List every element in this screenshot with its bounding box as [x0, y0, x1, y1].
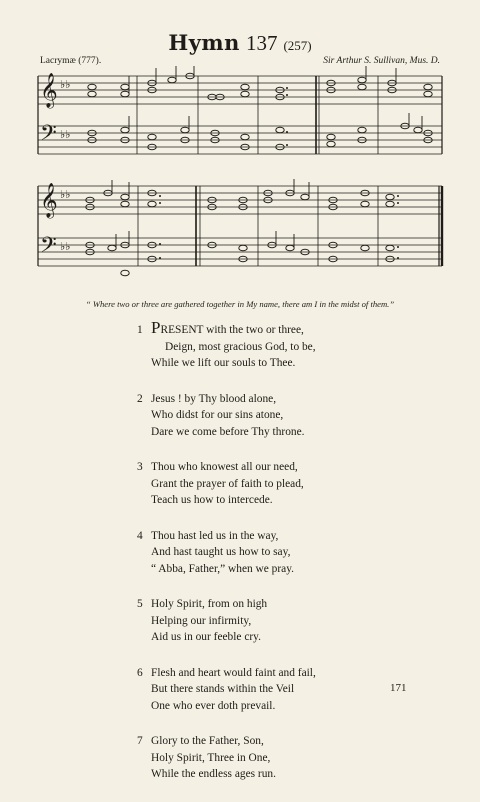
svg-text:𝄞: 𝄞: [40, 74, 58, 107]
verse-2: [137, 391, 457, 441]
svg-text:♭♭: ♭♭: [60, 241, 71, 253]
verse-line: Glory to the Father, Son,: [151, 735, 264, 747]
hymn-verses: [137, 318, 457, 802]
verse-line: Teach us how to intercede.: [151, 494, 273, 506]
verse-number: 6: [137, 666, 143, 679]
svg-text:♭♭: ♭♭: [60, 129, 71, 141]
verse-number: 4: [137, 529, 143, 542]
verse-line: While we lift our souls to Thee.: [151, 357, 296, 369]
verse-line: Jesus ! by Thy blood alone,: [151, 392, 277, 405]
verse-line: “ Abba, Father,” when we pray.: [151, 562, 295, 575]
verse-number: 3: [137, 461, 143, 473]
verse-line: Holy Spirit, from on high: [151, 598, 268, 610]
verse-number: 5: [137, 598, 143, 610]
hymn-alt-number: (257): [283, 38, 312, 53]
svg-text:♭♭: ♭♭: [60, 79, 71, 91]
verse-line: Thou who knowest all our need,: [151, 461, 298, 473]
svg-text:𝄢: 𝄢: [40, 121, 57, 150]
verse-line: And hast taught us how to say,: [151, 546, 291, 558]
hymn-title-word: Hymn: [168, 30, 240, 55]
verse-line: Deign, most gracious God, to be,: [165, 340, 316, 353]
verse-6: [137, 665, 457, 715]
verse-line: Thou hast led us in the way,: [151, 529, 279, 542]
verse-3: [137, 459, 457, 509]
verse-4: [137, 528, 457, 578]
drop-cap: P: [151, 318, 161, 337]
verse-line: One who ever doth prevail.: [151, 699, 276, 712]
verse-number: 1: [137, 324, 143, 336]
music-score-system-2: [0, 174, 480, 279]
svg-text:𝄢: 𝄢: [40, 233, 57, 262]
svg-text:𝄞: 𝄞: [40, 184, 58, 217]
svg-text:♭♭: ♭♭: [60, 189, 71, 201]
verse-line: Dare we come before Thy throne.: [151, 425, 305, 438]
verse-line: While the endless ages run.: [151, 768, 276, 780]
hymn-title: [0, 30, 480, 56]
tune-name: Lacrymæ (777).: [40, 56, 102, 66]
verse-1: [137, 318, 457, 372]
verse-line: Helping our infirmity,: [151, 614, 252, 627]
composer-name: Sir Arthur S. Sullivan, Mus. D.: [323, 56, 440, 66]
verse-line: Grant the prayer of faith to plead,: [151, 477, 304, 490]
music-score-system-1: [0, 66, 480, 166]
verse-number: 7: [137, 735, 143, 747]
verse-line: PRESENT with the two or three,: [151, 318, 304, 337]
verse-line: Who didst for our sins atone,: [151, 409, 284, 421]
verse-line: Flesh and heart would faint and fail,: [151, 666, 316, 679]
verse-line: Aid us in our feeble cry.: [151, 631, 261, 643]
verse-5: [137, 596, 457, 646]
scripture-quote: “ Where two or three are gathered together in My name, there am I in the midst of them.”: [85, 299, 395, 309]
verse-line: But there stands within the Veil: [151, 683, 295, 695]
page-number: 171: [390, 682, 407, 694]
hymn-number: 137: [245, 31, 278, 55]
verse-number: 2: [137, 392, 143, 405]
verse-7: [137, 733, 457, 783]
verse-line: Holy Spirit, Three in One,: [151, 751, 271, 764]
